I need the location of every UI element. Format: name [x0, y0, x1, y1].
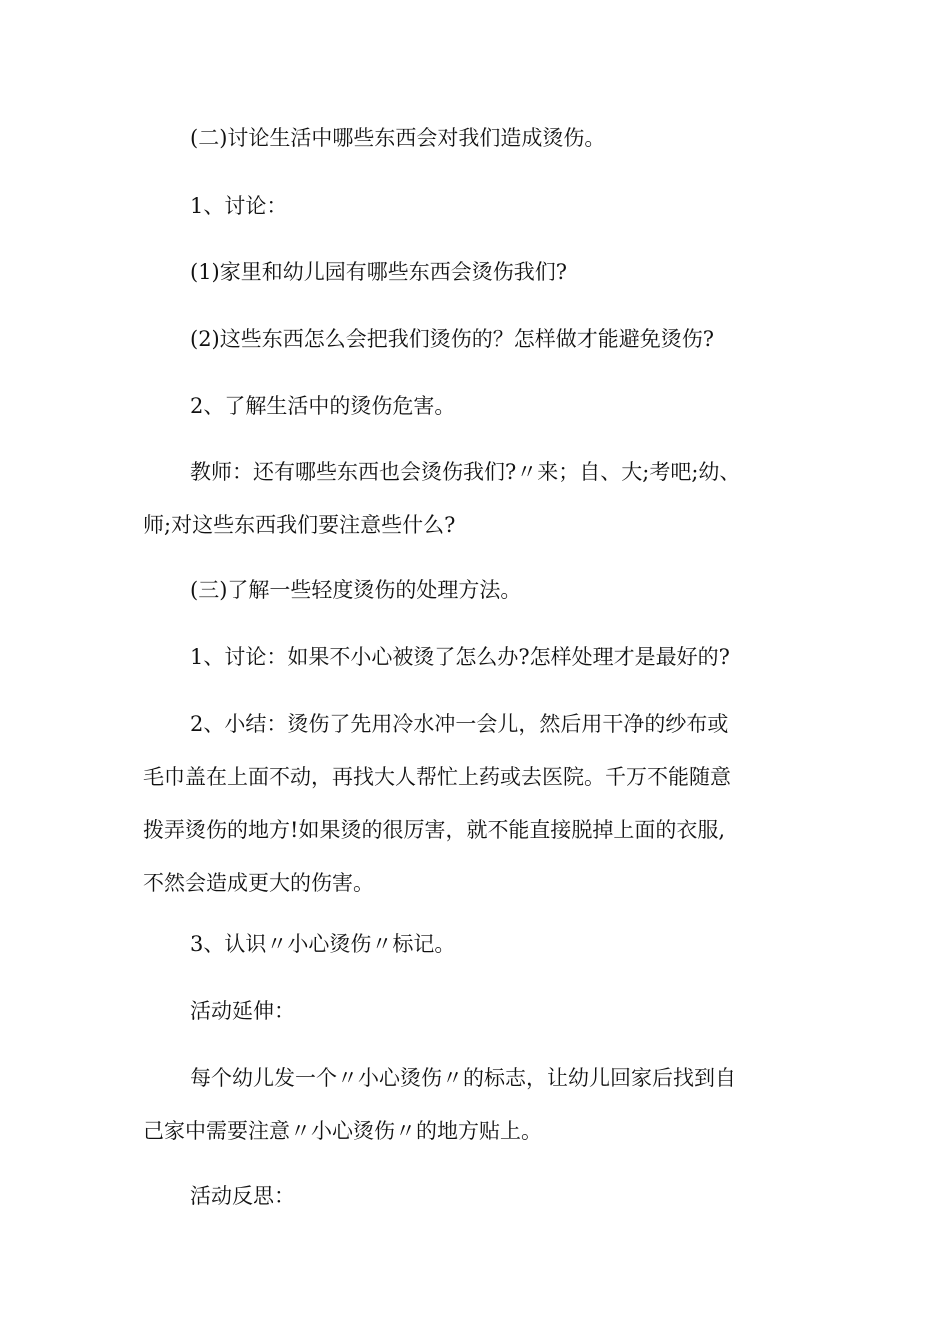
text-line: 活动反思：	[190, 1184, 295, 1208]
paragraph-extension-body	[143, 1052, 813, 1158]
paragraph-reflection-heading	[143, 1170, 813, 1223]
text-line: 1、讨论：	[190, 194, 288, 218]
paragraph-section-2-heading	[143, 112, 813, 165]
paragraph-section-3-heading	[143, 564, 813, 617]
text-line: 2、了解生活中的烫伤危害。	[190, 394, 456, 418]
paragraph-discussion-label	[143, 180, 813, 233]
text-line: 己家中需要注意〃小心烫伤〃的地方贴上。	[143, 1119, 542, 1143]
text-line: (1)家里和幼儿园有哪些东西会烫伤我们?	[190, 260, 568, 284]
text-line: (三)了解一些轻度烫伤的处理方法。	[190, 578, 522, 602]
paragraph-summary	[143, 698, 813, 910]
text-line: (2)这些东西怎么会把我们烫伤的？怎样做才能避免烫伤?	[190, 327, 715, 351]
text-line: 毛巾盖在上面不动，再找大人帮忙上药或去医院。千万不能随意	[143, 765, 731, 789]
paragraph-question-2	[143, 313, 813, 366]
text-line: 3、认识〃小心烫伤〃标记。	[190, 932, 456, 956]
text-line: 1、讨论：如果不小心被烫了怎么办?怎样处理才是最好的?	[190, 645, 730, 669]
paragraph-discussion-burn	[143, 631, 813, 684]
paragraph-extension-heading	[143, 985, 813, 1038]
paragraph-hazard-heading	[143, 380, 813, 433]
text-line: (二)讨论生活中哪些东西会对我们造成烫伤。	[190, 126, 606, 150]
text-line: 活动延伸：	[190, 999, 295, 1023]
text-line: 拨弄烫伤的地方!如果烫的很厉害，就不能直接脱掉上面的衣服,	[143, 818, 726, 842]
paragraph-sign-recognition	[143, 918, 813, 971]
text-line: 每个幼儿发一个〃小心烫伤〃的标志，让幼儿回家后找到自	[190, 1066, 736, 1090]
text-line: 师;对这些东西我们要注意些什么?	[143, 513, 456, 537]
text-line: 不然会造成更大的伤害。	[143, 871, 374, 895]
paragraph-teacher-question	[143, 446, 813, 552]
text-line: 教师：还有哪些东西也会烫伤我们?〃来；自、大;考吧;幼、	[190, 460, 741, 484]
paragraph-question-1	[143, 246, 813, 299]
text-line: 2、小结：烫伤了先用冷水冲一会儿，然后用干净的纱布或	[190, 712, 729, 736]
